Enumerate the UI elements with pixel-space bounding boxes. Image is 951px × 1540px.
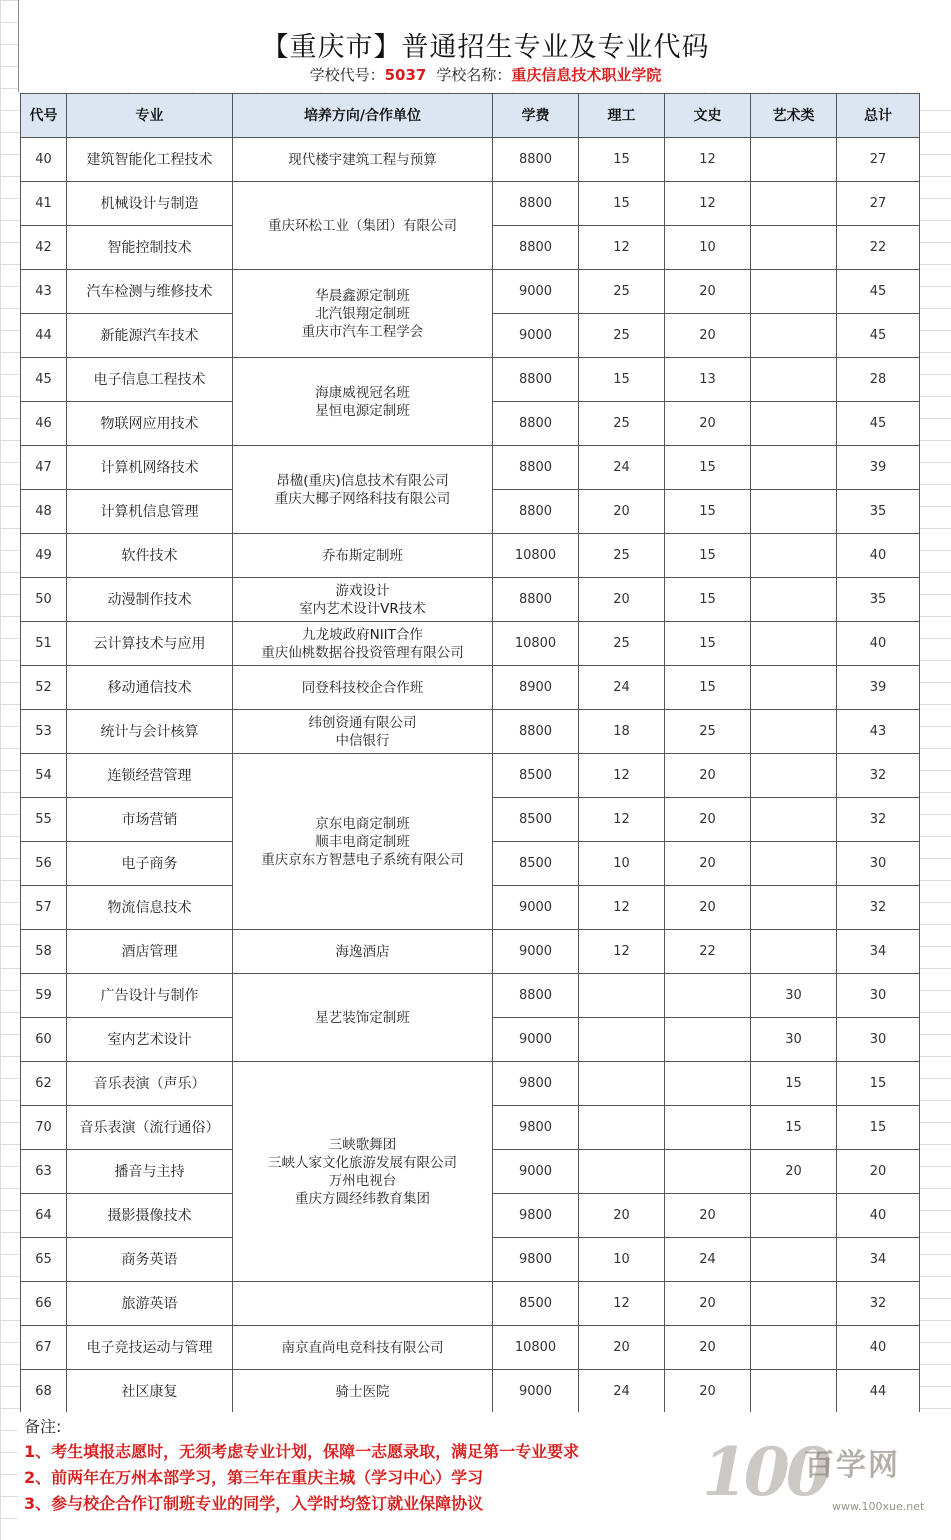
partner-line: 重庆方圆经纬教育集团	[295, 1190, 430, 1207]
table-row	[21, 754, 920, 798]
cell-science: 15	[579, 358, 665, 402]
cell-fee: 8800	[493, 182, 579, 226]
cell-code: 52	[21, 666, 67, 710]
watermark-number: 100	[702, 1433, 828, 1511]
cell-code: 43	[21, 270, 67, 314]
cell-total: 34	[837, 1238, 920, 1282]
cell-liberal-arts: 20	[665, 402, 751, 446]
cell-fee: 10800	[493, 622, 579, 666]
partner-line: 现代楼宇建筑工程与预算	[288, 151, 437, 168]
cell-fee: 8500	[493, 1282, 579, 1326]
cell-fee: 8800	[493, 490, 579, 534]
cell-fee: 8900	[493, 666, 579, 710]
watermark-url: www.100xue.net	[832, 1500, 925, 1513]
cell-art	[751, 1238, 837, 1282]
cell-fee: 9800	[493, 1194, 579, 1238]
school-code: 5037	[384, 66, 427, 84]
cell-total: 45	[837, 270, 920, 314]
cell-total: 27	[837, 138, 920, 182]
cell-liberal-arts: 15	[665, 666, 751, 710]
cell-liberal-arts: 12	[665, 182, 751, 226]
partner-line: 海康威视冠名班	[315, 384, 410, 401]
cell-art: 20	[751, 1150, 837, 1194]
col-header-art: 艺术类	[751, 94, 837, 138]
cell-art	[751, 1194, 837, 1238]
notes-section	[18, 1412, 951, 1540]
cell-total: 35	[837, 490, 920, 534]
table-row	[21, 358, 920, 402]
cell-total: 35	[837, 578, 920, 622]
table-row	[21, 182, 920, 226]
page-title: 【重庆市】普通招生专业及专业代码	[261, 32, 710, 63]
cell-fee: 8500	[493, 754, 579, 798]
partner-line: 同登科技校企合作班	[301, 679, 424, 696]
cell-liberal-arts: 20	[665, 1370, 751, 1414]
cell-science: 25	[579, 534, 665, 578]
cell-fee: 8800	[493, 226, 579, 270]
table-body	[21, 138, 920, 1414]
cell-fee: 9000	[493, 1018, 579, 1062]
cell-total: 32	[837, 886, 920, 930]
cell-fee: 8800	[493, 402, 579, 446]
cell-liberal-arts: 10	[665, 226, 751, 270]
cell-fee: 9800	[493, 1106, 579, 1150]
cell-art	[751, 1326, 837, 1370]
cell-art	[751, 226, 837, 270]
cell-major: 移动通信技术	[67, 666, 233, 710]
cell-major: 酒店管理	[67, 930, 233, 974]
partner-line: 重庆京东方智慧电子系统有限公司	[261, 851, 464, 868]
cell-liberal-arts: 15	[665, 446, 751, 490]
cell-fee: 9000	[493, 1150, 579, 1194]
table-row	[21, 578, 920, 622]
table-row	[21, 1370, 920, 1414]
col-header-liberal-arts: 文史	[665, 94, 751, 138]
cell-code: 67	[21, 1326, 67, 1370]
partner-line: 万州电视台	[328, 1172, 397, 1189]
cell-science: 20	[579, 1194, 665, 1238]
table-header-row	[21, 94, 920, 138]
school-name-label: 学校名称：	[436, 66, 512, 84]
table-row	[21, 534, 920, 578]
cell-total: 30	[837, 974, 920, 1018]
cell-science: 24	[579, 666, 665, 710]
cell-fee: 8800	[493, 710, 579, 754]
cell-major: 连锁经营管理	[67, 754, 233, 798]
cell-partner	[233, 358, 493, 446]
cell-major: 电子商务	[67, 842, 233, 886]
cell-total: 34	[837, 930, 920, 974]
cell-total: 30	[837, 1018, 920, 1062]
col-header-major: 专业	[67, 94, 233, 138]
cell-fee: 9000	[493, 930, 579, 974]
cell-major: 物联网应用技术	[67, 402, 233, 446]
partner-line: 顺丰电商定制班	[315, 833, 410, 850]
cell-total: 28	[837, 358, 920, 402]
cell-art: 15	[751, 1062, 837, 1106]
cell-fee: 9800	[493, 1062, 579, 1106]
cell-code: 51	[21, 622, 67, 666]
col-header-total: 总计	[837, 94, 920, 138]
cell-art	[751, 798, 837, 842]
cell-science: 10	[579, 1238, 665, 1282]
col-header-fee: 学费	[493, 94, 579, 138]
cell-liberal-arts	[665, 1150, 751, 1194]
cell-art	[751, 270, 837, 314]
partner-line: 南京直尚电竞科技有限公司	[281, 1339, 444, 1356]
cell-art	[751, 710, 837, 754]
cell-major: 室内艺术设计	[67, 1018, 233, 1062]
cell-art	[751, 754, 837, 798]
col-header-science: 理工	[579, 94, 665, 138]
cell-fee: 9000	[493, 1370, 579, 1414]
cell-art	[751, 1370, 837, 1414]
cell-liberal-arts: 20	[665, 842, 751, 886]
cell-total: 20	[837, 1150, 920, 1194]
cell-liberal-arts: 12	[665, 138, 751, 182]
cell-code: 48	[21, 490, 67, 534]
cell-liberal-arts: 15	[665, 534, 751, 578]
partner-line: 重庆市汽车工程学会	[301, 323, 424, 340]
cell-science: 10	[579, 842, 665, 886]
partner-line: 重庆环松工业（集团）有限公司	[268, 217, 457, 234]
cell-partner	[233, 1370, 493, 1414]
cell-science	[579, 1150, 665, 1194]
table-row	[21, 446, 920, 490]
cell-art	[751, 490, 837, 534]
cell-partner	[233, 138, 493, 182]
cell-art: 30	[751, 1018, 837, 1062]
cell-liberal-arts	[665, 1062, 751, 1106]
cell-major: 音乐表演（声乐）	[67, 1062, 233, 1106]
cell-major: 播音与主持	[67, 1150, 233, 1194]
cell-liberal-arts: 20	[665, 1282, 751, 1326]
cell-major: 计算机信息管理	[67, 490, 233, 534]
cell-art	[751, 886, 837, 930]
cell-partner	[233, 974, 493, 1062]
note-line-3: 3、参与校企合作订制班专业的同学，入学时均签订就业保障协议	[24, 1494, 484, 1513]
cell-major: 软件技术	[67, 534, 233, 578]
cell-code: 59	[21, 974, 67, 1018]
cell-major: 新能源汽车技术	[67, 314, 233, 358]
cell-code: 53	[21, 710, 67, 754]
table-row	[21, 270, 920, 314]
cell-partner	[233, 1326, 493, 1370]
cell-total: 40	[837, 622, 920, 666]
partner-line: 京东电商定制班	[315, 815, 410, 832]
cell-partner	[233, 182, 493, 270]
cell-major: 统计与会计核算	[67, 710, 233, 754]
partner-line: 星艺装饰定制班	[315, 1009, 410, 1026]
partner-line: 乔布斯定制班	[322, 547, 403, 564]
table-row	[21, 1326, 920, 1370]
partner-line: 星恒电源定制班	[315, 402, 410, 419]
table-row	[21, 138, 920, 182]
cell-liberal-arts: 20	[665, 270, 751, 314]
cell-art	[751, 1282, 837, 1326]
cell-fee: 10800	[493, 534, 579, 578]
cell-fee: 9000	[493, 270, 579, 314]
cell-liberal-arts	[665, 1018, 751, 1062]
cell-science	[579, 1106, 665, 1150]
cell-total: 27	[837, 182, 920, 226]
partner-line: 昂楹(重庆)信息技术有限公司	[276, 472, 449, 489]
cell-code: 56	[21, 842, 67, 886]
table-row	[21, 710, 920, 754]
cell-major: 动漫制作技术	[67, 578, 233, 622]
cell-art	[751, 930, 837, 974]
cell-total: 43	[837, 710, 920, 754]
cell-code: 49	[21, 534, 67, 578]
cell-science: 12	[579, 1282, 665, 1326]
partner-line: 海逸酒店	[335, 943, 390, 960]
school-name: 重庆信息技术职业学院	[511, 66, 662, 84]
cell-total: 39	[837, 446, 920, 490]
cell-partner	[233, 446, 493, 534]
cell-art	[751, 402, 837, 446]
cell-science: 15	[579, 182, 665, 226]
note-line-2: 2、前两年在万州本部学习，第三年在重庆主城（学习中心）学习	[24, 1468, 484, 1487]
cell-liberal-arts	[665, 974, 751, 1018]
cell-code: 54	[21, 754, 67, 798]
partner-line: 华晨鑫源定制班	[315, 287, 410, 304]
cell-major: 电子竞技运动与管理	[67, 1326, 233, 1370]
cell-science: 25	[579, 314, 665, 358]
cell-art: 30	[751, 974, 837, 1018]
table-row	[21, 1282, 920, 1326]
note-line-1: 1、考生填报志愿时，无须考虑专业计划，保障一志愿录取，满足第一专业要求	[24, 1442, 580, 1461]
cell-art	[751, 842, 837, 886]
table-row	[21, 1062, 920, 1106]
cell-code: 70	[21, 1106, 67, 1150]
notes-label: 备注:	[24, 1417, 62, 1436]
cell-major: 云计算技术与应用	[67, 622, 233, 666]
cell-partner	[233, 578, 493, 622]
cell-total: 32	[837, 754, 920, 798]
cell-code: 44	[21, 314, 67, 358]
cell-code: 46	[21, 402, 67, 446]
cell-science: 15	[579, 138, 665, 182]
partner-line: 重庆仙桃数据谷投资管理有限公司	[261, 644, 464, 661]
cell-total: 32	[837, 798, 920, 842]
cell-code: 40	[21, 138, 67, 182]
cell-art	[751, 446, 837, 490]
cell-science: 12	[579, 798, 665, 842]
cell-fee: 8800	[493, 446, 579, 490]
cell-major: 物流信息技术	[67, 886, 233, 930]
cell-partner	[233, 754, 493, 930]
cell-major: 商务英语	[67, 1238, 233, 1282]
partner-line: 北汽银翔定制班	[315, 305, 410, 322]
cell-total: 40	[837, 534, 920, 578]
table-row	[21, 666, 920, 710]
cell-major: 建筑智能化工程技术	[67, 138, 233, 182]
cell-liberal-arts: 15	[665, 578, 751, 622]
cell-code: 41	[21, 182, 67, 226]
partner-line: 重庆大椰子网络科技有限公司	[274, 490, 451, 507]
cell-partner	[233, 666, 493, 710]
cell-art: 15	[751, 1106, 837, 1150]
partner-line: 室内艺术设计VR技术	[299, 600, 426, 617]
cell-major: 广告设计与制作	[67, 974, 233, 1018]
cell-major: 电子信息工程技术	[67, 358, 233, 402]
cell-fee: 8800	[493, 138, 579, 182]
cell-science	[579, 974, 665, 1018]
cell-partner	[233, 930, 493, 974]
cell-science: 12	[579, 886, 665, 930]
cell-partner	[233, 622, 493, 666]
cell-code: 58	[21, 930, 67, 974]
cell-science: 25	[579, 270, 665, 314]
partner-line: 中信银行	[335, 732, 390, 749]
cell-total: 39	[837, 666, 920, 710]
cell-science: 20	[579, 1326, 665, 1370]
cell-liberal-arts: 20	[665, 798, 751, 842]
table-row	[21, 622, 920, 666]
cell-total: 40	[837, 1326, 920, 1370]
col-header-code: 代号	[21, 94, 67, 138]
cell-liberal-arts: 20	[665, 1194, 751, 1238]
cell-partner	[233, 270, 493, 358]
cell-code: 55	[21, 798, 67, 842]
cell-code: 57	[21, 886, 67, 930]
partner-line: 骑士医院	[335, 1383, 390, 1400]
cell-total: 44	[837, 1370, 920, 1414]
cell-fee: 8800	[493, 358, 579, 402]
cell-code: 66	[21, 1282, 67, 1326]
cell-art	[751, 534, 837, 578]
cell-liberal-arts: 13	[665, 358, 751, 402]
cell-total: 30	[837, 842, 920, 886]
cell-code: 45	[21, 358, 67, 402]
cell-code: 63	[21, 1150, 67, 1194]
cell-science	[579, 1018, 665, 1062]
cell-fee: 8500	[493, 798, 579, 842]
majors-table	[20, 93, 920, 1414]
cell-total: 32	[837, 1282, 920, 1326]
cell-science: 12	[579, 226, 665, 270]
cell-partner	[233, 1282, 493, 1326]
cell-fee: 8500	[493, 842, 579, 886]
cell-major: 音乐表演（流行通俗）	[67, 1106, 233, 1150]
cell-code: 64	[21, 1194, 67, 1238]
cell-total: 45	[837, 402, 920, 446]
cell-major: 汽车检测与维修技术	[67, 270, 233, 314]
cell-art	[751, 358, 837, 402]
cell-major: 计算机网络技术	[67, 446, 233, 490]
cell-science: 24	[579, 1370, 665, 1414]
cell-partner	[233, 1062, 493, 1282]
cell-liberal-arts: 15	[665, 490, 751, 534]
col-header-partner: 培养方向/合作单位	[233, 94, 493, 138]
cell-fee: 10800	[493, 1326, 579, 1370]
cell-fee: 9000	[493, 314, 579, 358]
cell-science: 20	[579, 490, 665, 534]
cell-total: 22	[837, 226, 920, 270]
cell-code: 62	[21, 1062, 67, 1106]
partner-line: 三峡人家文化旅游发展有限公司	[268, 1154, 457, 1171]
cell-art	[751, 622, 837, 666]
table-row	[21, 930, 920, 974]
cell-major: 智能控制技术	[67, 226, 233, 270]
cell-liberal-arts: 25	[665, 710, 751, 754]
cell-liberal-arts: 15	[665, 622, 751, 666]
partner-line: 三峡歌舞团	[328, 1136, 397, 1153]
cell-partner	[233, 710, 493, 754]
cell-major: 市场营销	[67, 798, 233, 842]
cell-total: 45	[837, 314, 920, 358]
cell-major: 机械设计与制造	[67, 182, 233, 226]
cell-art	[751, 314, 837, 358]
cell-code: 68	[21, 1370, 67, 1414]
cell-total: 15	[837, 1062, 920, 1106]
table-row	[21, 974, 920, 1018]
partner-line: 九龙坡政府NIIT合作	[302, 626, 423, 643]
cell-liberal-arts: 24	[665, 1238, 751, 1282]
cell-code: 65	[21, 1238, 67, 1282]
partner-line: 游戏设计	[335, 582, 390, 599]
cell-science: 25	[579, 402, 665, 446]
cell-code: 42	[21, 226, 67, 270]
cell-code: 47	[21, 446, 67, 490]
cell-major: 摄影摄像技术	[67, 1194, 233, 1238]
cell-major: 社区康复	[67, 1370, 233, 1414]
title-area	[18, 0, 951, 92]
cell-fee: 9800	[493, 1238, 579, 1282]
cell-liberal-arts: 20	[665, 314, 751, 358]
cell-liberal-arts: 20	[665, 754, 751, 798]
cell-major: 旅游英语	[67, 1282, 233, 1326]
watermark-text: 百学网	[804, 1448, 900, 1483]
cell-liberal-arts: 20	[665, 1326, 751, 1370]
cell-fee: 8800	[493, 974, 579, 1018]
cell-art	[751, 182, 837, 226]
cell-code: 50	[21, 578, 67, 622]
school-code-label: 学校代号：	[309, 66, 385, 84]
cell-fee: 9000	[493, 886, 579, 930]
cell-liberal-arts	[665, 1106, 751, 1150]
cell-science: 20	[579, 578, 665, 622]
cell-science: 24	[579, 446, 665, 490]
cell-art	[751, 138, 837, 182]
school-info	[19, 64, 951, 86]
partner-line: 纬创资通有限公司	[308, 714, 417, 731]
cell-code: 60	[21, 1018, 67, 1062]
cell-science: 12	[579, 754, 665, 798]
cell-total: 40	[837, 1194, 920, 1238]
cell-partner	[233, 534, 493, 578]
cell-liberal-arts: 22	[665, 930, 751, 974]
cell-total: 15	[837, 1106, 920, 1150]
cell-fee: 8800	[493, 578, 579, 622]
cell-science: 18	[579, 710, 665, 754]
cell-art	[751, 666, 837, 710]
cell-science: 12	[579, 930, 665, 974]
cell-science: 25	[579, 622, 665, 666]
cell-liberal-arts: 20	[665, 886, 751, 930]
cell-science	[579, 1062, 665, 1106]
cell-art	[751, 578, 837, 622]
